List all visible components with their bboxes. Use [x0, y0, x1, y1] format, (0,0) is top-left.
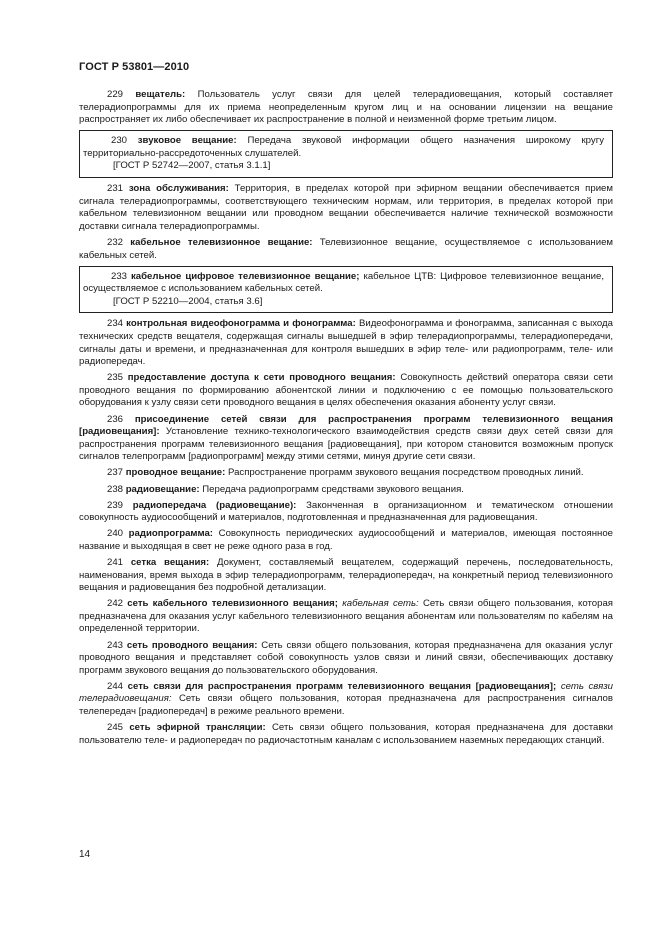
entry-definition: кабельное ЦТВ: Цифровое телевизионное вещание, осуществляемое с использованием кабельных сетей.	[83, 270, 604, 295]
entry-term: присоединение сетей связи для распространения программ телевизионного вещания [радиовещания]:	[79, 413, 613, 438]
entry-230	[83, 135, 604, 160]
entry-number: 242	[107, 598, 124, 610]
entry-number: 241	[107, 557, 124, 568]
entry-definition: Пользователь услуг связи для целей телерадиовещания, который составляет телерадиопрограммы для их приема неопределенным кругом лиц и на основании лицензии на вещание распространяет их либо обеспечивает их распространение в полной и неизменной форме третьим лицом.	[79, 89, 614, 126]
entry-term: кабельное цифровое телевизионное вещание;	[130, 270, 360, 282]
entry-number: 237	[107, 467, 124, 479]
entry-number: 244	[107, 680, 124, 692]
entry-definition: Документ, составляемый вещателем, содержащий перечень, последовательность, наименования, время выхода в эфир телерадиопрограмм, телерадиопередач, на конкретный период телевизионного вещания и радиовещания без подробной детализации.	[79, 557, 613, 594]
entry-term: вещатель:	[135, 89, 186, 100]
quoted-definition-box	[79, 266, 613, 314]
entry-term: контрольная видеофонограмма и фонограмма:	[126, 318, 356, 330]
entry-definition: Видеофонограмма и фонограмма, записанная с выхода технических средств вещателя, содержащая сигналы вышедшей в эфир телерадиопрограммы, телерадиопередачи, сигналы даты и времени, и предназначенная для контроля вышедших в эфир теле- или радиопрограмм, теле- или радиопередач.	[79, 318, 613, 368]
entry-number: 233	[111, 270, 128, 282]
entry-240	[79, 528, 613, 553]
entry-definition: Сеть связи общего пользования, которая предназначена для доставки пользователю теле- и радиопередач по радиочастотным каналам с использованием наземных передающих станций.	[79, 722, 614, 746]
entry-definition: Телевизионное вещание, осуществляемое с использованием кабельных сетей.	[79, 236, 613, 261]
entry-definition: Сеть связи общего пользования, которая предназначена для оказания услуг проводного вещания и представляет собой совокупность узлов связи и линий связи, обеспечивающих доставку программ звукового вещания до пользовательского оборудования.	[79, 639, 614, 676]
entry-number: 230	[111, 135, 128, 147]
entry-term: сеть проводного вещания:	[126, 639, 258, 651]
entry-definition: Законченная в организационном и тематическом отношении совокупность аудиосообщений и материалов, подготовленная и предназначенная для радиовещания.	[79, 499, 614, 524]
entry-number: 231	[107, 183, 124, 195]
entry-number: 235	[107, 372, 124, 384]
entry-233	[83, 271, 604, 296]
entry-definition: Установление технико-технологического взаимодействия средств связи двух сетей связи для распространения программ телевизионного вещания [радиовещания], при котором становится возможным пропуск сигналов телепрограмм [радиопрограмм] между этими сетями, минуя другие сети связи.	[79, 426, 613, 463]
entry-number: 234	[107, 318, 124, 330]
entry-238	[79, 484, 613, 497]
entry-232	[79, 237, 613, 262]
entry-number: 240	[107, 528, 124, 540]
entry-definition: Совокупность периодических аудиосообщений и материалов, имеющая постоянное название и выходящая в свет не реже одного раза в год.	[79, 528, 613, 552]
entry-number: 243	[107, 639, 124, 651]
entry-term: сетка вещания:	[130, 557, 210, 568]
entry-term: кабельное телевизионное вещание:	[130, 236, 313, 248]
entry-237	[79, 467, 613, 480]
entry-term: радиопередача (радиовещание):	[132, 499, 297, 511]
entry-number: 236	[107, 413, 124, 425]
entry-number: 232	[107, 236, 124, 248]
entry-number: 229	[107, 89, 124, 100]
entry-reference: [ГОСТ Р 52210—2004, статья 3.6]	[113, 295, 263, 307]
entry-234	[79, 318, 613, 368]
standard-header: ГОСТ Р 53801—2010	[79, 61, 190, 73]
entry-definition: Распространение программ звукового вещания посредством проводных линий.	[228, 467, 584, 479]
entry-235	[79, 372, 613, 410]
entry-239	[79, 500, 613, 525]
entry-229	[79, 89, 613, 127]
entry-definition: Сеть связи общего пользования, которая предназначена для распространения сигналов телепередач [радиопередач] в режиме реального времени.	[79, 693, 613, 718]
entry-term: сеть эфирной трансляции:	[129, 722, 266, 734]
entry-definition: Передача радиопрограмм средствами звукового вещания.	[202, 483, 464, 495]
entry-term: зона обслуживания:	[128, 183, 229, 195]
entry-reference: [ГОСТ Р 52742—2007, статья 3.1.1]	[113, 160, 271, 172]
entry-number: 245	[107, 722, 124, 734]
entry-term: радиовещание:	[125, 483, 200, 495]
entry-241	[79, 557, 613, 595]
entry-245	[79, 722, 613, 747]
entry-term: радиопрограмма:	[128, 528, 214, 540]
entry-term: звуковое вещание:	[137, 135, 237, 147]
entry-term: сеть связи для распространения программ телевизионного вещания [радиовещания];	[127, 680, 557, 692]
entry-definition: Совокупность действий оператора связи сети проводного вещания по формированию абонентской линии и подключению с ее помощью пользовательского оборудования к узлу связи сети проводного вещания в целях обеспечения оказания абоненту услуг связи.	[79, 372, 614, 409]
entry-alt-term: кабельная сеть:	[342, 598, 419, 610]
entry-236	[79, 414, 613, 464]
page-number: 14	[79, 849, 91, 860]
entry-244	[79, 681, 613, 719]
entry-term: предоставление доступа к сети проводного вещания:	[127, 372, 396, 384]
entry-231	[79, 183, 613, 233]
entry-definition: Территория, в пределах которой при эфирном вещании обеспечивается прием сигнала телерадиопрограммы, соответствующего техническим нормам, или территория, в пределах которой при кабельном телевизионном вещании или проводном вещании обеспечивается наличие технической возможности доставки сигнала телерадиопрограммы.	[79, 183, 613, 232]
entry-number: 238	[107, 483, 124, 495]
entry-definition: Сеть связи общего пользования, которая предназначена для оказания услуг кабельного телевизионного вещания абонентам или пользователям по кабелям на определенной территории.	[79, 598, 613, 635]
entry-alt-term: сеть связи телерадиовещания:	[79, 680, 614, 705]
glossary-content	[79, 89, 613, 751]
entry-number: 239	[107, 499, 124, 511]
entry-term: сеть кабельного телевизионного вещания;	[127, 598, 338, 610]
entry-243	[79, 640, 613, 678]
entry-definition: Передача звуковой информации общего назначения широкому кругу территориально-рассредоточенных слушателей.	[83, 135, 605, 159]
quoted-definition-box	[79, 130, 613, 178]
entry-242	[79, 598, 613, 636]
entry-term: проводное вещание:	[125, 467, 226, 479]
